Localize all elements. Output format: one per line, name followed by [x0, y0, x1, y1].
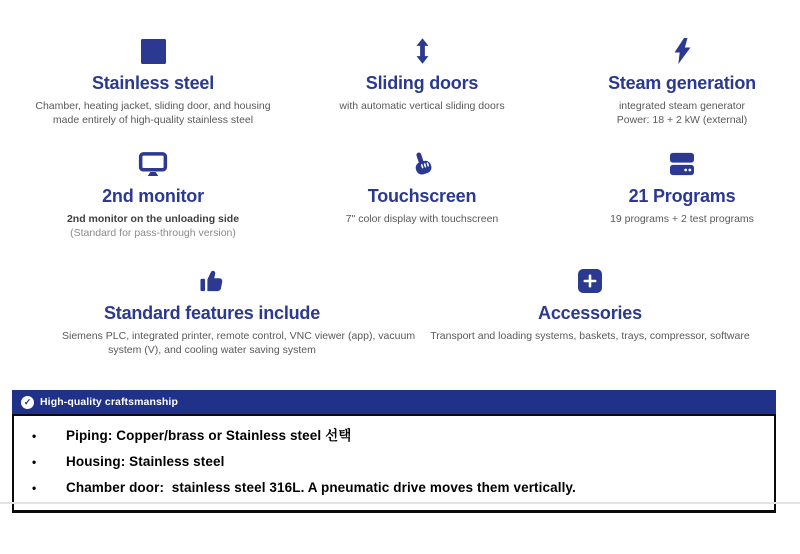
- feature-accessories: [400, 266, 780, 357]
- feature-subtitle-line: Transport and loading systems, baskets, trays, compressor, software: [430, 330, 750, 342]
- feature-stainless-steel: [0, 36, 306, 127]
- bullet-icon: •: [32, 481, 37, 495]
- feature-standard-features: [62, 266, 416, 357]
- feature-title: Standard features include: [103, 303, 321, 323]
- monitor-icon: [0, 149, 306, 179]
- bullet-text: Chamber door: stainless steel 316L. A pneumatic drive moves them vertically.: [66, 480, 576, 495]
- feature-subtitle: [551, 213, 800, 227]
- plus-icon: [400, 266, 780, 296]
- feature-subtitle-line: system (V), and cooling water saving system: [108, 343, 316, 356]
- feature-21-programs: [551, 149, 800, 240]
- feature-title: Touchscreen: [367, 186, 477, 206]
- feature-subtitle-line: made entirely of high-quality stainless steel: [52, 113, 254, 126]
- craftsmanship-box: [12, 390, 776, 513]
- check-badge-icon: ✓: [21, 396, 34, 409]
- feature-2nd-monitor: [0, 149, 306, 240]
- feature-touchscreen: [306, 149, 538, 240]
- feature-subtitle-line: integrated steam generator: [618, 100, 746, 112]
- feature-subtitle: [551, 100, 800, 127]
- feature-subtitle: [306, 213, 538, 227]
- feature-title: 21 Programs: [628, 186, 736, 206]
- bullet-item-housing: [32, 449, 764, 475]
- feature-subtitle-line: 2nd monitor on the unloading side: [66, 213, 240, 225]
- feature-sliding-doors: [306, 36, 538, 127]
- bullet-item-piping: [32, 423, 764, 449]
- bullet-text: Piping: Copper/brass or Stainless steel 선택: [66, 428, 352, 443]
- feature-subtitle-line: 19 programs + 2 test programs: [610, 213, 754, 225]
- feature-subtitle-line: Chamber, heating jacket, sliding door, and housing: [35, 100, 271, 112]
- feature-subtitle: [62, 330, 416, 357]
- feature-title: 2nd monitor: [102, 186, 204, 206]
- bullet-icon: •: [32, 429, 37, 443]
- bullet-item-chamber-door: [32, 475, 764, 501]
- feature-subtitle-line: (Standard for pass-through version): [70, 226, 236, 239]
- feature-subtitle-line: Power: 18 + 2 kW (external): [616, 113, 748, 126]
- craftsmanship-title: High-quality craftsmanship: [40, 396, 178, 408]
- feature-grid: [0, 0, 800, 240]
- feature-subtitle: [0, 213, 306, 240]
- bullet-icon: •: [32, 455, 37, 469]
- feature-title: Stainless steel: [91, 73, 215, 93]
- feature-subtitle-line: with automatic vertical sliding doors: [339, 100, 505, 112]
- thumbs-up-icon: [62, 266, 362, 296]
- stack-icon: [551, 149, 800, 179]
- arrows-vertical-icon: [306, 36, 538, 66]
- feature-title: Steam generation: [608, 73, 756, 93]
- bullet-text: Housing: Stainless steel: [66, 454, 225, 469]
- craftsmanship-header: [12, 390, 776, 414]
- square-icon: [0, 36, 306, 66]
- feature-row-bottom: [0, 266, 800, 357]
- feature-title: Sliding doors: [365, 73, 479, 93]
- feature-subtitle: [400, 330, 780, 344]
- bolt-icon: [551, 36, 800, 66]
- feature-steam-generation: [551, 36, 800, 127]
- feature-subtitle-line: Siemens PLC, integrated printer, remote control, VNC viewer (app), vacuum: [62, 330, 416, 342]
- feature-subtitle: [306, 100, 538, 114]
- craftsmanship-body: [12, 414, 776, 513]
- page-edge-divider: [0, 502, 800, 504]
- feature-subtitle-line: 7" color display with touchscreen: [345, 213, 499, 225]
- feature-title: Accessories: [538, 303, 642, 323]
- touch-icon: [306, 149, 538, 179]
- feature-subtitle: [0, 100, 306, 127]
